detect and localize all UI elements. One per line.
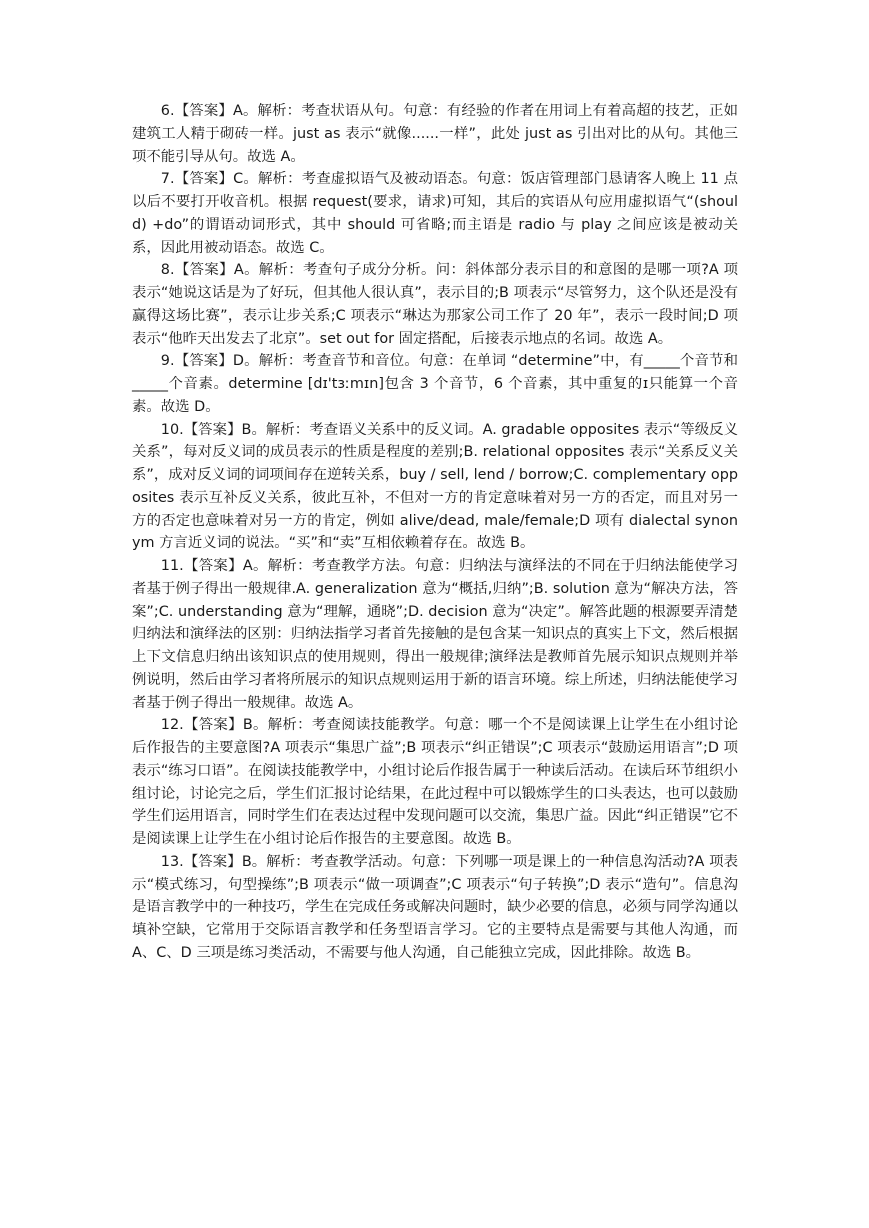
answer-6: 6.【答案】A。解析：考查状语从句。句意：有经验的作者在用词上有着高超的技艺，正如建筑工人精于砌砖一样。just as 表示“就像......一样”，此处 just as 引出对比的从句。其他三项不能引导从句。故选 A。: [132, 103, 738, 165]
answer-explanations: [132, 100, 738, 965]
answer-13: 13.【答案】B。解析：考查教学活动。句意：下列哪一项是课上的一种信息沟活动?A 项表示“模式练习，句型操练”;B 项表示“做一项调查”;C 项表示“句子转换”;D 表示“造句”。信息沟是语言教学中的一种技巧，学生在完成任务或解决问题时，缺少必要的信息，必须与同学沟通以填补空缺，它常用于交际语言教学和任务型语言学习。它的主要特点是需要与其他人沟通，而 A、C、D 三项是练习类活动，不需要与他人沟通，自己能独立完成，因此排除。故选 B。: [132, 853, 738, 961]
answer-9: 9.【答案】D。解析：考查音节和音位。句意：在单词 “determine”中，有_____个音节和_____个音素。determine [dɪ'tɜːmɪn]包含 3 个音节，6 个音素，其中重复的ɪ只能算一个音素。故选 D。: [132, 353, 738, 415]
answer-8: 8.【答案】A。解析：考查句子成分分析。问：斜体部分表示目的和意图的是哪一项?A 项表示“她说这话是为了好玩，但其他人很认真”，表示目的;B 项表示“尽管努力，这个队还是没有赢得这场比赛”，表示让步关系;C 项表示“琳达为那家公司工作了 20 年”，表示一段时间;D 项表示“他昨天出发去了北京”。set out for 固定搭配，后接表示地点的名词。故选 A。: [132, 262, 738, 347]
answer-11: 11.【答案】A。解析：考查教学方法。句意：归纳法与演绎法的不同在于归纳法能使学习者基于例子得出一般规律.A. generalization 意为“概括,归纳”;B. solution 意为“解决方法，答案”;C. understanding 意为“理解，通晓”;D. decision 意为“决定”。解答此题的根源要弄清楚归纳法和演绎法的区别：归纳法指学习者首先接触的是包含某一知识点的真实上下文，然后根据上下文信息归纳出该知识点的使用规则，得出一般规律;演绎法是教师首先展示知识点规则并举例说明，然后由学习者将所展示的知识点规则运用于新的语言环境。综上所述，归纳法能使学习者基于例子得出一般规律。故选 A。: [132, 558, 738, 711]
answer-7: 7.【答案】C。解析：考查虚拟语气及被动语态。句意：饭店管理部门恳请客人晚上 11 点以后不要打开收音机。根据 request(要求，请求)可知，其后的宾语从句应用虚拟语气“(should) +do”的谓语动词形式，其中 should 可省略;而主语是 radio 与 play 之间应该是被动关系，因此用被动语态。故选 C。: [132, 171, 738, 256]
answer-12: 12.【答案】B。解析：考查阅读技能教学。句意：哪一个不是阅读课上让学生在小组讨论后作报告的主要意图?A 项表示“集思广益”;B 项表示“纠正错误”;C 项表示“鼓励运用语言”;D 项表示“练习口语”。在阅读技能教学中，小组讨论后作报告属于一种读后活动。在读后环节组织小组讨论，讨论完之后，学生们汇报讨论结果，在此过程中可以锻炼学生的口头表达，也可以鼓励学生们运用语言，同时学生们在表达过程中发现问题可以交流，集思广益。因此“纠正错误”它不是阅读课上让学生在小组讨论后作报告的主要意图。故选 B。: [132, 717, 738, 847]
answer-10: 10.【答案】B。解析：考查语义关系中的反义词。A. gradable opposites 表示“等级反义关系”，每对反义词的成员表示的性质是程度的差别;B. relational opposites 表示“关系反义关系”，成对反义词的词项间存在逆转关系，buy / sell, lend / borrow;C. complementary opposites 表示互补反义关系，彼此互补，不但对一方的肯定意味着对另一方的否定，而且对另一方的否定也意味着对另一方的肯定，例如 alive/dead, male/female;D 项有 dialectal synonym 方言近义词的说法。“买”和“卖”互相依赖着存在。故选 B。: [132, 421, 738, 552]
